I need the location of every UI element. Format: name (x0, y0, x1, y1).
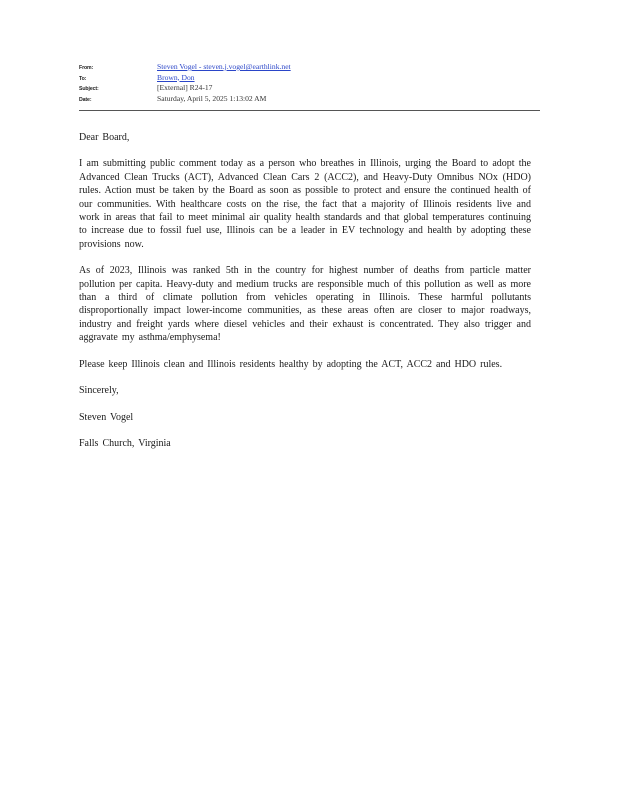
subject-label: Subject: (79, 86, 99, 92)
header-to-row (79, 73, 540, 84)
to-link[interactable]: Brown, Don (157, 72, 195, 82)
header-subject-row (79, 83, 540, 94)
signature-name: Steven Vogel (79, 411, 134, 423)
signature-location: Falls Church, Virginia (79, 437, 171, 449)
from-link[interactable]: Steven Vogel - steven.j.vogel@earthlink.net (157, 62, 291, 71)
paragraph-1: I am submitting public comment today as a person who breathes in Illinois, urging the Board to adopt the Advanced Clean Trucks (ACT), Advanced Clean Cars 2 (ACC2), and Heavy-Duty Omnibus NOx (HDO) rules. Action must be taken by the Board as soon as possible to protect and ensure the continued health of our communities. With healthcare costs on the rise, the fact that a majority of Illinois residents live and work in areas that fail to meet minimal air quality health standards and that global temperatures continuing to increase due to fossil fuel use, Illinois can be a leader in EV technology and health by adopting these provisions now. (79, 158, 531, 250)
paragraph-3: Please keep Illinois clean and Illinois residents healthy by adopting the ACT, ACC2 and HDO rules. (79, 358, 503, 370)
header-divider (79, 110, 540, 111)
paragraph-2: As of 2023, Illinois was ranked 5th in the country for highest number of deaths from particle matter pollution per capita. Heavy-duty and medium trucks are responsible much of this pollution as well as more than a third of climate pollution from vehicles operating in Illinois. These harmful pollutants disproportionally impact lower-income communities, as these areas often are closer to major roadways, industry and freight yards where diesel vehicles and their exhaust is concentrated. They also trigger and aggravate my asthma/emphysema! (79, 265, 531, 344)
header-from-row (79, 62, 540, 73)
to-label: To: (79, 75, 87, 82)
from-label: From: (79, 65, 94, 71)
closing: Sincerely, (79, 385, 119, 397)
header-date-row (79, 94, 540, 105)
subject-value: [External] R24-17 (157, 83, 213, 92)
date-value: Saturday, April 5, 2025 1:13:02 AM (157, 93, 267, 103)
greeting: Dear Board, (79, 132, 130, 143)
date-label: Date: (79, 96, 92, 103)
email-header (79, 62, 540, 104)
letter-body (79, 131, 531, 463)
